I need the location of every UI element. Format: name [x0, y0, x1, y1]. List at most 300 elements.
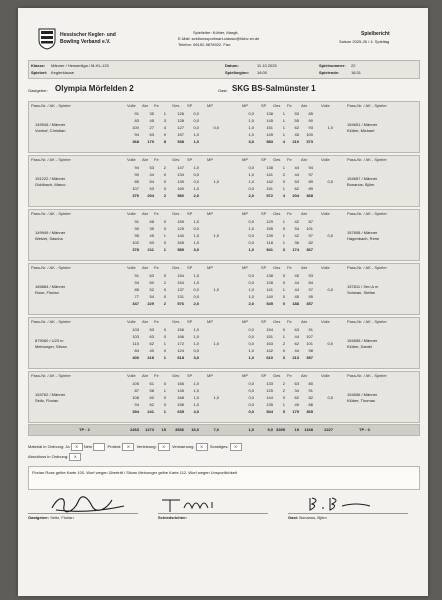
away-total-cell: 213	[292, 355, 299, 360]
home-score-cell: 1,0	[193, 280, 199, 285]
away-col-header-mp: MP	[242, 103, 248, 108]
away-score-cell: 2	[282, 388, 285, 393]
away-score-cell: 1,0	[248, 226, 254, 231]
away-score-cell: 86	[308, 402, 313, 407]
away-player-line: 154656 / Männer	[347, 392, 378, 397]
away-score-cell: 97	[308, 172, 313, 177]
away-col-header-ges: Ges	[273, 157, 281, 162]
home-col-header-abr: Abr	[142, 103, 149, 108]
home-score-cell: 124	[177, 348, 184, 353]
home-col-header-abr: Abr	[142, 265, 149, 270]
home-score-cell: 102	[132, 240, 139, 245]
home-score-cell: 1	[163, 233, 166, 238]
away-score-cell: 0,0	[327, 287, 333, 292]
home-score-cell: 0	[163, 172, 166, 177]
home-score-cell: 107	[132, 186, 139, 191]
home-score-cell: 103	[132, 327, 139, 332]
away-score-cell: 0,0	[248, 240, 254, 245]
away-score-cell: 63	[294, 327, 299, 332]
material-ja: Ja	[65, 444, 70, 450]
home-total-cell: 1	[163, 247, 166, 252]
away-col-header-ges: Ges	[273, 265, 281, 270]
home-col-header-sp: SP	[187, 265, 193, 270]
away-score-cell: 0,0	[248, 233, 254, 238]
away-total-cell: 4	[282, 139, 285, 144]
away-total-cell: 367	[306, 247, 313, 252]
home-score-cell: 156	[177, 402, 184, 407]
home-score-cell: 0,0	[193, 287, 199, 292]
away-score-cell: 1	[282, 287, 285, 292]
away-score-cell: 1,0	[248, 125, 254, 130]
home-col-header-sp: SP	[187, 103, 193, 108]
home-score-cell: 60	[149, 395, 154, 400]
away-score-cell: 0,0	[248, 111, 254, 116]
away-score-cell: 0	[282, 273, 285, 278]
home-total-cell: 618	[177, 355, 184, 360]
abschluss-label: Abschluss in Ordnung:	[28, 454, 69, 460]
checks-line	[28, 443, 242, 451]
away-total-cell: 188	[292, 301, 299, 306]
away-score-cell: 63	[294, 381, 299, 386]
away-score-cell: 1,0	[248, 118, 254, 123]
away-score-cell: 82	[308, 395, 313, 400]
away-score-cell: 145	[266, 132, 273, 137]
home-total-cell: 218	[147, 355, 154, 360]
home-col-header-sp: SP	[187, 211, 193, 216]
home-score-cell: 159	[177, 219, 184, 224]
home-team-label: Gastgeber:	[28, 88, 48, 93]
home-player-line: 154762 / Männer	[35, 392, 66, 397]
away-score-cell: 151	[266, 125, 273, 130]
home-score-cell: 94	[134, 280, 139, 285]
away-score-cell: 42	[294, 233, 299, 238]
home-score-cell: 35	[149, 111, 154, 116]
home-score-cell: 44	[149, 172, 154, 177]
home-score-cell: 134	[177, 172, 184, 177]
home-col-header-mp: MP	[207, 103, 213, 108]
away-col-header-fe: Fe	[287, 211, 292, 216]
away-col-header-mp: MP	[242, 211, 248, 216]
home-score-cell: 1,0	[193, 327, 199, 332]
away-grand-total-cell: 3395	[276, 427, 285, 432]
home-score-cell: 1	[163, 111, 166, 116]
home-score-cell: 4	[163, 125, 166, 130]
home-total-cell: 204	[147, 193, 154, 198]
away-col-header-fe: Fe	[287, 373, 292, 378]
home-score-cell: 90	[134, 172, 139, 177]
away-col-header-volle: Volle	[321, 319, 330, 324]
away-score-cell: 0	[282, 179, 285, 184]
away-score-cell: 89	[308, 179, 313, 184]
home-player-line: 879060 / U23 m	[35, 338, 64, 343]
home-score-cell: 45	[149, 118, 154, 123]
home-score-cell: 63	[149, 334, 154, 339]
home-col-header-sp: SP	[187, 319, 193, 324]
away-score-cell: 0	[282, 226, 285, 231]
spielnummer-value: 22	[351, 63, 356, 68]
home-score-cell: 0,0	[193, 226, 199, 231]
home-score-cell: 1	[163, 388, 166, 393]
away-score-cell: 1	[282, 233, 285, 238]
home-col-header-ges: Ges	[172, 103, 180, 108]
away-score-cell: 0,0	[248, 327, 254, 332]
away-score-cell: 128	[266, 280, 273, 285]
home-col-header-abr: Abr	[142, 157, 149, 162]
home-col-header-volle: Volle	[127, 373, 136, 378]
away-player-line: Schwan, Stefan	[347, 290, 376, 295]
home-total-cell: 376	[132, 193, 139, 198]
away-score-cell: 0,0	[327, 395, 333, 400]
home-total-cell: 1,0	[193, 139, 199, 144]
home-grand-total-cell: 2263	[130, 427, 139, 432]
home-score-cell: 94	[134, 402, 139, 407]
away-col-header-fe: Fe	[287, 265, 292, 270]
home-score-cell: 63	[149, 132, 154, 137]
away-score-cell: 91	[308, 388, 313, 393]
guest-label: Gast:	[288, 515, 299, 520]
protest-label: Protest:	[107, 444, 122, 450]
away-score-cell: 151	[266, 334, 273, 339]
away-team-label: Gast:	[218, 88, 228, 93]
away-total-cell: 3	[282, 247, 285, 252]
away-score-cell: 163	[266, 341, 273, 346]
away-score-cell: 45	[294, 132, 299, 137]
home-col-header-fe: Fe	[154, 157, 159, 162]
away-score-cell: 94	[308, 165, 313, 170]
home-col-header-sp: SP	[187, 373, 193, 378]
away-pass-header: Pass-Nr. / AK - Spieler	[347, 211, 387, 216]
home-score-cell: 1,0	[193, 219, 199, 224]
contact-phone: Telefon: 06152-9878922, Fax:	[178, 42, 232, 47]
away-total-cell: 4	[282, 193, 285, 198]
home-col-header-fe: Fe	[154, 103, 159, 108]
home-pass-header: Pass-Nr. / AK - Spieler	[31, 319, 71, 324]
away-score-cell: 1	[282, 118, 285, 123]
referee-label: Schiedsrichter:	[158, 515, 188, 520]
away-player-line: Klüber, Thomas	[347, 398, 375, 403]
remarks-box	[28, 466, 420, 490]
home-col-header-abr: Abr	[142, 211, 149, 216]
home-total-cell: 1	[163, 355, 166, 360]
away-col-header-mp: MP	[242, 373, 248, 378]
tp-home: TP : 2	[79, 427, 90, 432]
spielort-label: Spielort:	[31, 70, 48, 75]
home-score-cell: 1,0	[193, 395, 199, 400]
away-total-cell: 545	[266, 301, 273, 306]
away-score-cell: 45	[294, 294, 299, 299]
away-grand-total-cell: 19	[294, 427, 299, 432]
verletzung-label: Verletzung:	[136, 444, 157, 450]
away-score-cell: 0,0	[248, 219, 254, 224]
away-score-cell: 97	[308, 233, 313, 238]
totals-row	[28, 424, 420, 436]
away-score-cell: 95	[308, 294, 313, 299]
material-label: Material in Ordnung:	[28, 444, 65, 450]
away-col-header-ges: Ges	[273, 211, 281, 216]
home-col-header-volle: Volle	[127, 157, 136, 162]
material-nein-checkbox[interactable]	[93, 443, 105, 451]
spielnummer-label: Spielnummer:	[319, 63, 346, 68]
home-score-cell: 1,0	[213, 341, 219, 346]
away-pass-header: Pass-Nr. / AK - Spieler	[347, 103, 387, 108]
away-grand-total-cell: 1,0	[248, 427, 254, 432]
away-score-cell: 89	[308, 186, 313, 191]
away-total-cell: 2,0	[248, 193, 254, 198]
away-player-line: 157808 / Männer	[347, 230, 378, 235]
sonstiges-label: Sonstiges:	[209, 444, 229, 450]
away-col-header-ges: Ges	[273, 373, 281, 378]
match-info-box	[28, 60, 420, 79]
away-score-cell: 62	[294, 186, 299, 191]
home-team-name: Olympia Mörfelden 2	[55, 84, 134, 93]
away-col-header-mp: MP	[242, 265, 248, 270]
away-score-cell: 0	[282, 294, 285, 299]
away-col-header-abr: Abr	[301, 211, 308, 216]
remarks-text: Florian Rose gelbe Karte 100. Wurf wegen Übertritt / Silvan Meinunger gelbe Karte 112. Wurf wegen Unsportlichkeit	[32, 470, 237, 475]
away-score-cell: 2	[282, 381, 285, 386]
home-total-cell: 170	[147, 139, 154, 144]
home-score-cell: 91	[134, 273, 139, 278]
home-col-header-sp: SP	[187, 157, 193, 162]
away-score-cell: 0,0	[248, 186, 254, 191]
home-total-cell: 394	[132, 409, 139, 414]
away-score-cell: 93	[308, 273, 313, 278]
home-total-cell: 635	[177, 409, 184, 414]
report-title: Spielbericht	[361, 31, 390, 37]
home-score-cell: 128	[177, 118, 184, 123]
home-total-cell: 3,0	[193, 355, 199, 360]
away-col-header-sp: SP	[261, 103, 267, 108]
home-score-cell: 147	[177, 165, 184, 170]
home-score-cell: 1,0	[213, 395, 219, 400]
home-col-header-mp: MP	[207, 373, 213, 378]
home-player-line: 149949 / Männer	[35, 230, 66, 235]
protest-checkbox[interactable]: X	[122, 443, 134, 451]
home-score-cell: 27	[149, 125, 154, 130]
away-score-cell: 0,0	[248, 280, 254, 285]
player-block	[28, 209, 420, 261]
home-score-cell: 1,0	[193, 186, 199, 191]
home-score-cell: 0,0	[193, 348, 199, 353]
away-score-cell: 1,0	[248, 348, 254, 353]
home-score-cell: 156	[177, 327, 184, 332]
away-score-cell: 1,0	[327, 125, 333, 130]
away-total-cell: 1,0	[248, 247, 254, 252]
material-ja-checkbox[interactable]: X	[71, 443, 83, 451]
home-score-cell: 1,0	[193, 233, 199, 238]
home-score-cell: 0,0	[193, 111, 199, 116]
away-total-cell: 373	[306, 139, 313, 144]
away-score-cell: 1,0	[248, 132, 254, 137]
home-total-cell: 378	[132, 247, 139, 252]
host-signature-line	[28, 513, 138, 520]
home-col-header-ges: Ges	[172, 211, 180, 216]
away-col-header-volle: Volle	[321, 211, 330, 216]
away-col-header-mp: MP	[242, 319, 248, 324]
home-score-cell: 53	[149, 165, 154, 170]
abschluss-line	[28, 453, 81, 461]
guest-name: Bonanus, Björn	[299, 515, 327, 520]
away-score-cell: 138	[266, 165, 273, 170]
away-total-cell: 0	[282, 301, 285, 306]
home-score-cell: 0,0	[193, 179, 199, 184]
home-score-cell: 126	[177, 111, 184, 116]
away-score-cell: 0,0	[248, 334, 254, 339]
away-total-cell: 610	[266, 355, 273, 360]
home-score-cell: 85	[134, 179, 139, 184]
home-score-cell: 100	[132, 125, 139, 130]
home-score-cell: 137	[177, 287, 184, 292]
spielort-value: Keglerklause	[51, 70, 75, 75]
away-score-cell: 141	[266, 172, 273, 177]
home-total-cell: 2	[163, 301, 166, 306]
away-score-cell: 1	[282, 125, 285, 130]
away-score-cell: 0,0	[248, 388, 254, 393]
away-score-cell: 53	[294, 111, 299, 116]
home-score-cell: 1,0	[193, 402, 199, 407]
away-score-cell: 44	[294, 334, 299, 339]
away-score-cell: 0,0	[248, 402, 254, 407]
away-score-cell: 2	[282, 172, 285, 177]
home-pass-header: Pass-Nr. / AK - Spieler	[31, 157, 71, 162]
home-grand-total-cell: 1273	[145, 427, 154, 432]
home-score-cell: 91	[134, 111, 139, 116]
away-total-cell: 204	[292, 193, 299, 198]
away-score-cell: 154	[266, 327, 273, 332]
home-score-cell: 103	[132, 334, 139, 339]
home-score-cell: 0	[163, 186, 166, 191]
away-total-cell: 572	[266, 193, 273, 198]
home-score-cell: 157	[177, 132, 184, 137]
away-score-cell: 1	[282, 186, 285, 191]
home-score-cell: 0	[163, 294, 166, 299]
away-total-cell: 210	[292, 139, 299, 144]
home-total-cell: 229	[147, 301, 154, 306]
away-col-header-mp: MP	[242, 157, 248, 162]
away-score-cell: 1	[282, 402, 285, 407]
home-score-cell: 62	[149, 402, 154, 407]
away-score-cell: 0,0	[248, 381, 254, 386]
away-col-header-abr: Abr	[301, 265, 308, 270]
home-score-cell: 1,0	[193, 334, 199, 339]
home-score-cell: 85	[134, 287, 139, 292]
home-score-cell: 154	[177, 280, 184, 285]
home-total-cell: 2	[163, 193, 166, 198]
tp-away: TP : 0	[359, 427, 370, 432]
home-col-header-abr: Abr	[142, 319, 149, 324]
verwarnung-checkbox[interactable]: X	[196, 443, 208, 451]
home-total-cell: 1	[163, 409, 166, 414]
away-col-header-sp: SP	[261, 373, 267, 378]
away-player-line: Hagenbach, Rene	[347, 236, 380, 241]
away-score-cell: 2	[282, 341, 285, 346]
spielende-label: Spielende:	[319, 70, 340, 75]
away-col-header-fe: Fe	[287, 157, 292, 162]
away-col-header-ges: Ges	[273, 103, 281, 108]
home-score-cell: 61	[149, 381, 154, 386]
sonstiges-checkbox[interactable]: X	[230, 443, 242, 451]
home-col-header-ges: Ges	[172, 373, 180, 378]
home-total-cell: 576	[177, 301, 184, 306]
away-col-header-sp: SP	[261, 157, 267, 162]
away-score-cell: 151	[266, 186, 273, 191]
host-label: Gastgeber:	[28, 515, 50, 520]
home-player-line: Meinunger, Silvan	[35, 344, 67, 349]
home-player-line: Vonhof, Christian	[35, 128, 66, 133]
home-score-cell: 0	[163, 179, 166, 184]
spielbeginn-label: Spielbeginn:	[225, 70, 249, 75]
away-score-cell: 141	[266, 287, 273, 292]
away-score-cell: 0,0	[327, 179, 333, 184]
away-score-cell: 53	[294, 179, 299, 184]
hkbv-logo-icon	[38, 28, 56, 50]
home-player-line: Rose, Florian	[35, 290, 59, 295]
away-score-cell: 101	[306, 226, 313, 231]
away-col-header-abr: Abr	[301, 103, 308, 108]
klasse-label: Klasse:	[31, 63, 46, 68]
away-score-cell: 129	[266, 219, 273, 224]
away-pass-header: Pass-Nr. / AK - Spieler	[347, 265, 387, 270]
away-grand-total-cell: 2227	[324, 427, 333, 432]
home-total-cell: 538	[177, 139, 184, 144]
home-score-cell: 168	[177, 395, 184, 400]
home-pass-header: Pass-Nr. / AK - Spieler	[31, 265, 71, 270]
home-score-cell: 0	[163, 132, 166, 137]
away-score-cell: 84	[308, 280, 313, 285]
home-score-cell: 77	[134, 294, 139, 299]
home-score-cell: 0	[163, 327, 166, 332]
home-player-line: 151222 / Männer	[35, 176, 66, 181]
away-score-cell: 142	[266, 348, 273, 353]
home-score-cell: 1,0	[193, 341, 199, 346]
home-score-cell: 160	[177, 186, 184, 191]
home-score-cell: 139	[177, 179, 184, 184]
home-total-cell: 4,0	[193, 409, 199, 414]
verwarnung-label: Verwarnung:	[171, 444, 195, 450]
away-score-cell: 93	[308, 125, 313, 130]
home-score-cell: 0	[163, 395, 166, 400]
home-score-cell: 83	[134, 118, 139, 123]
away-player-line: 157811 / Sen A m	[347, 284, 379, 289]
away-score-cell: 1,0	[248, 294, 254, 299]
away-player-line: Bonanus, Björn	[347, 182, 375, 187]
home-col-header-volle: Volle	[127, 103, 136, 108]
away-score-cell: 80	[308, 381, 313, 386]
home-score-cell: 45	[149, 233, 154, 238]
verletzung-checkbox[interactable]: X	[158, 443, 170, 451]
away-total-cell: 3,0	[248, 139, 254, 144]
home-score-cell: 145	[177, 388, 184, 393]
away-score-cell: 54	[294, 226, 299, 231]
away-col-header-fe: Fe	[287, 103, 292, 108]
away-col-header-abr: Abr	[301, 319, 308, 324]
home-score-cell: 63	[149, 240, 154, 245]
away-score-cell: 0,0	[248, 273, 254, 278]
away-total-cell: 365	[306, 409, 313, 414]
away-player-line: 154655 / Männer	[347, 338, 378, 343]
away-grand-total-cell: 1168	[304, 427, 313, 432]
away-score-cell: 1,0	[248, 172, 254, 177]
home-score-cell: 0	[163, 402, 166, 407]
home-score-cell: 1,0	[193, 132, 199, 137]
away-col-header-volle: Volle	[321, 157, 330, 162]
home-col-header-ges: Ges	[172, 319, 180, 324]
abschluss-checkbox[interactable]: X	[69, 453, 81, 461]
away-score-cell: 0	[282, 348, 285, 353]
home-score-cell: 0	[163, 381, 166, 386]
away-score-cell: 97	[308, 287, 313, 292]
away-score-cell: 98	[308, 348, 313, 353]
